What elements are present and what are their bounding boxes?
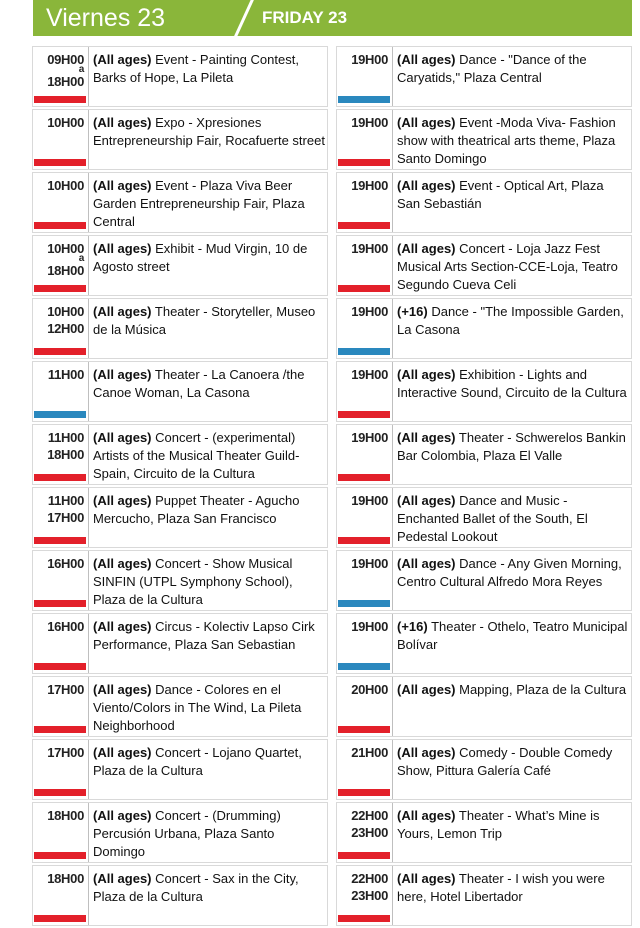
event-description bbox=[89, 236, 327, 295]
event-text: Puppet Theater - Agucho Mercucho, Plaza San Francisco bbox=[93, 493, 300, 526]
event-cell-right bbox=[336, 109, 632, 170]
time-label: 19H00 bbox=[351, 367, 388, 382]
time-range-separator: a bbox=[78, 64, 84, 75]
schedule-row bbox=[32, 235, 632, 298]
header-divider-slash bbox=[229, 0, 259, 36]
time-label: 19H00 bbox=[351, 430, 388, 445]
event-text: Dance - Colores en el Viento/Colors in The Wind, La Pileta Neighborhood bbox=[93, 682, 302, 733]
event-time bbox=[337, 362, 393, 421]
time-label: 18H00 bbox=[47, 74, 84, 89]
event-description bbox=[393, 740, 631, 799]
age-color-bar bbox=[338, 852, 390, 859]
event-time bbox=[33, 236, 89, 295]
event-cell-left bbox=[32, 739, 328, 800]
event-cell-left bbox=[32, 865, 328, 926]
age-color-bar bbox=[338, 474, 390, 481]
event-cell-left bbox=[32, 487, 328, 548]
time-label: 19H00 bbox=[351, 304, 388, 319]
event-text: Mapping, Plaza de la Cultura bbox=[455, 682, 627, 697]
event-text: Expo - Xpresiones Entrepreneurship Fair, Rocafuerte street bbox=[93, 115, 325, 148]
event-cell-right bbox=[336, 550, 632, 611]
age-rating: (All ages) bbox=[93, 682, 152, 697]
age-rating: (All ages) bbox=[93, 745, 152, 760]
age-color-bar bbox=[34, 789, 86, 796]
time-label: 18H00 bbox=[47, 263, 84, 278]
time-label: 19H00 bbox=[351, 493, 388, 508]
schedule-row bbox=[32, 739, 632, 802]
event-text: Circus - Kolectiv Lapso Cirk Performance, Plaza San Sebastian bbox=[93, 619, 315, 652]
time-label: 19H00 bbox=[351, 619, 388, 634]
event-time bbox=[33, 362, 89, 421]
day-header bbox=[33, 0, 632, 36]
age-rating: (All ages) bbox=[397, 808, 456, 823]
age-rating: (All ages) bbox=[397, 493, 456, 508]
event-description bbox=[393, 803, 631, 862]
age-color-bar bbox=[338, 285, 390, 292]
event-time bbox=[337, 236, 393, 295]
age-color-bar bbox=[338, 600, 390, 607]
event-time bbox=[33, 299, 89, 358]
event-text: Event - Optical Art, Plaza San Sebastián bbox=[397, 178, 604, 211]
age-rating: (All ages) bbox=[397, 241, 456, 256]
age-rating: (All ages) bbox=[93, 304, 152, 319]
event-description bbox=[393, 299, 631, 358]
time-label: 23H00 bbox=[351, 825, 388, 840]
time-label: 17H00 bbox=[47, 745, 84, 760]
event-cell-right bbox=[336, 487, 632, 548]
time-label: 19H00 bbox=[351, 556, 388, 571]
event-description bbox=[89, 614, 327, 673]
event-cell-left bbox=[32, 550, 328, 611]
event-time bbox=[337, 677, 393, 736]
event-description bbox=[89, 299, 327, 358]
event-text: Theater - Schwerelos Bankin Bar Colombia, Plaza El Valle bbox=[397, 430, 626, 463]
age-rating: (All ages) bbox=[93, 871, 152, 886]
time-label: 11H00 bbox=[47, 430, 84, 445]
event-text: Theater - Storyteller, Museo de la Música bbox=[93, 304, 316, 337]
event-text: Concert - Lojano Quartet, Plaza de la Cultura bbox=[93, 745, 302, 778]
event-cell-left bbox=[32, 46, 328, 107]
event-description bbox=[393, 110, 631, 169]
event-cell-left bbox=[32, 235, 328, 296]
event-text: Concert - Show Musical SINFIN (UTPL Symphony School), Plaza de la Cultura bbox=[93, 556, 293, 607]
age-rating: (All ages) bbox=[93, 367, 152, 382]
event-text: Event - Painting Contest, Barks of Hope, La Pileta bbox=[93, 52, 299, 85]
schedule-grid bbox=[32, 46, 632, 928]
event-time bbox=[337, 803, 393, 862]
event-description bbox=[89, 488, 327, 547]
age-rating: (All ages) bbox=[93, 430, 152, 445]
event-text: Concert - (experimental) Artists of the Musical Theater Guild-Spain, Circuito de la Cultura bbox=[93, 430, 300, 481]
age-rating: (All ages) bbox=[93, 115, 152, 130]
age-rating: (All ages) bbox=[93, 493, 152, 508]
event-text: Concert - Sax in the City, Plaza de la Cultura bbox=[93, 871, 299, 904]
event-description bbox=[393, 614, 631, 673]
day-title-english: FRIDAY 23 bbox=[262, 8, 348, 27]
time-label: 10H00 bbox=[47, 304, 84, 319]
age-rating: (All ages) bbox=[397, 430, 456, 445]
schedule-row bbox=[32, 424, 632, 487]
day-title-spanish: Viernes 23 bbox=[46, 4, 166, 32]
event-time bbox=[33, 173, 89, 232]
event-cell-left bbox=[32, 109, 328, 170]
event-description bbox=[89, 866, 327, 925]
event-cell-left bbox=[32, 361, 328, 422]
age-rating: (All ages) bbox=[93, 808, 152, 823]
event-time bbox=[33, 551, 89, 610]
time-label: 20H00 bbox=[351, 682, 388, 697]
event-cell-left bbox=[32, 424, 328, 485]
age-color-bar bbox=[34, 600, 86, 607]
age-rating: (+16) bbox=[397, 619, 428, 634]
event-description bbox=[89, 110, 327, 169]
event-time bbox=[33, 47, 89, 106]
event-text: Exhibit - Mud Virgin, 10 de Agosto street bbox=[93, 241, 308, 274]
event-description bbox=[393, 866, 631, 925]
event-description bbox=[89, 425, 327, 484]
event-time bbox=[33, 866, 89, 925]
age-color-bar bbox=[34, 474, 86, 481]
age-color-bar bbox=[34, 915, 86, 922]
age-color-bar bbox=[34, 222, 86, 229]
schedule-row bbox=[32, 46, 632, 109]
event-text: Dance - Any Given Morning, Centro Cultural Alfredo Mora Reyes bbox=[397, 556, 622, 589]
event-cell-right bbox=[336, 46, 632, 107]
age-color-bar bbox=[34, 411, 86, 418]
schedule-row bbox=[32, 676, 632, 739]
schedule-row bbox=[32, 109, 632, 172]
age-color-bar bbox=[34, 537, 86, 544]
schedule-row bbox=[32, 298, 632, 361]
event-description bbox=[393, 236, 631, 295]
time-label: 17H00 bbox=[47, 682, 84, 697]
event-time bbox=[33, 488, 89, 547]
time-label: 10H00 bbox=[47, 241, 84, 256]
event-text: Concert - Loja Jazz Fest Musical Arts Section-CCE-Loja, Teatro Segundo Cueva Celi bbox=[397, 241, 618, 292]
event-description bbox=[393, 425, 631, 484]
schedule-row bbox=[32, 487, 632, 550]
event-text: Event - Plaza Viva Beer Garden Entrepreneurship Fair, Plaza Central bbox=[93, 178, 305, 229]
time-label: 19H00 bbox=[351, 52, 388, 67]
age-color-bar bbox=[338, 789, 390, 796]
event-description bbox=[393, 488, 631, 547]
event-time bbox=[33, 677, 89, 736]
event-time bbox=[337, 173, 393, 232]
time-label: 18H00 bbox=[47, 871, 84, 886]
age-rating: (All ages) bbox=[93, 178, 152, 193]
event-cell-right bbox=[336, 361, 632, 422]
age-rating: (All ages) bbox=[397, 115, 456, 130]
time-label: 19H00 bbox=[351, 178, 388, 193]
age-color-bar bbox=[34, 159, 86, 166]
age-rating: (All ages) bbox=[397, 745, 456, 760]
age-color-bar bbox=[34, 852, 86, 859]
event-time bbox=[337, 110, 393, 169]
event-cell-right bbox=[336, 676, 632, 737]
event-time bbox=[33, 425, 89, 484]
event-time bbox=[33, 803, 89, 862]
time-range-separator: a bbox=[78, 253, 84, 264]
schedule-row bbox=[32, 550, 632, 613]
event-description bbox=[89, 47, 327, 106]
event-description bbox=[393, 677, 631, 736]
event-time bbox=[337, 740, 393, 799]
age-rating: (All ages) bbox=[397, 556, 456, 571]
time-label: 19H00 bbox=[351, 115, 388, 130]
event-text: Theater - Othelo, Teatro Municipal Bolívar bbox=[397, 619, 628, 652]
time-label: 23H00 bbox=[351, 888, 388, 903]
event-time bbox=[337, 614, 393, 673]
age-color-bar bbox=[338, 663, 390, 670]
time-label: 22H00 bbox=[351, 871, 388, 886]
event-cell-right bbox=[336, 613, 632, 674]
age-color-bar bbox=[338, 348, 390, 355]
event-description bbox=[89, 740, 327, 799]
schedule-row bbox=[32, 865, 632, 928]
event-cell-left bbox=[32, 172, 328, 233]
age-rating: (All ages) bbox=[93, 619, 152, 634]
age-rating: (All ages) bbox=[397, 367, 456, 382]
event-time bbox=[337, 551, 393, 610]
age-color-bar bbox=[34, 348, 86, 355]
time-label: 11H00 bbox=[47, 367, 84, 382]
event-description bbox=[89, 362, 327, 421]
age-color-bar bbox=[338, 96, 390, 103]
event-cell-right bbox=[336, 424, 632, 485]
age-rating: (All ages) bbox=[93, 52, 152, 67]
age-rating: (All ages) bbox=[397, 52, 456, 67]
event-description bbox=[393, 551, 631, 610]
age-rating: (All ages) bbox=[397, 682, 456, 697]
age-color-bar bbox=[338, 537, 390, 544]
time-label: 12H00 bbox=[47, 321, 84, 336]
event-time bbox=[337, 425, 393, 484]
time-label: 10H00 bbox=[47, 115, 84, 130]
schedule-row bbox=[32, 361, 632, 424]
event-description bbox=[393, 47, 631, 106]
event-time bbox=[33, 110, 89, 169]
time-label: 19H00 bbox=[351, 241, 388, 256]
age-color-bar bbox=[34, 285, 86, 292]
event-text: Dance - "The Impossible Garden, La Casona bbox=[397, 304, 624, 337]
event-cell-right bbox=[336, 298, 632, 359]
event-time bbox=[337, 866, 393, 925]
age-color-bar bbox=[338, 726, 390, 733]
event-description bbox=[89, 677, 327, 736]
event-cell-right bbox=[336, 235, 632, 296]
event-cell-left bbox=[32, 676, 328, 737]
time-label: 21H00 bbox=[351, 745, 388, 760]
event-cell-left bbox=[32, 613, 328, 674]
schedule-row bbox=[32, 172, 632, 235]
time-label: 10H00 bbox=[47, 178, 84, 193]
time-label: 18H00 bbox=[47, 808, 84, 823]
event-text: Theater - What’s Mine is Yours, Lemon Trip bbox=[397, 808, 600, 841]
age-color-bar bbox=[34, 96, 86, 103]
age-rating: (All ages) bbox=[397, 871, 456, 886]
time-label: 18H00 bbox=[47, 447, 84, 462]
event-text: Exhibition - Lights and Interactive Sound, Circuito de la Cultura bbox=[397, 367, 627, 400]
event-text: Concert - (Drumming) Percusión Urbana, Plaza Santo Domingo bbox=[93, 808, 281, 859]
event-description bbox=[89, 173, 327, 232]
event-description bbox=[393, 362, 631, 421]
time-label: 09H00 bbox=[47, 52, 84, 67]
event-text: Theater - La Canoera /the Canoe Woman, La Casona bbox=[93, 367, 305, 400]
event-text: Theater - I wish you were here, Hotel Libertador bbox=[397, 871, 605, 904]
event-time bbox=[33, 614, 89, 673]
event-cell-right bbox=[336, 739, 632, 800]
age-color-bar bbox=[338, 159, 390, 166]
time-label: 17H00 bbox=[47, 510, 84, 525]
event-time bbox=[33, 740, 89, 799]
time-label: 16H00 bbox=[47, 619, 84, 634]
age-rating: (All ages) bbox=[93, 241, 152, 256]
event-cell-right bbox=[336, 172, 632, 233]
event-cell-left bbox=[32, 298, 328, 359]
schedule-row bbox=[32, 802, 632, 865]
event-time bbox=[337, 47, 393, 106]
age-color-bar bbox=[34, 726, 86, 733]
event-text: Event -Moda Viva- Fashion show with theatrical arts theme, Plaza Santo Domingo bbox=[397, 115, 616, 166]
event-text: Comedy - Double Comedy Show, Pittura Galería Café bbox=[397, 745, 613, 778]
age-rating: (All ages) bbox=[397, 178, 456, 193]
age-color-bar bbox=[338, 411, 390, 418]
event-time bbox=[337, 488, 393, 547]
event-description bbox=[89, 551, 327, 610]
event-text: Dance - "Dance of the Caryatids," Plaza Central bbox=[397, 52, 587, 85]
event-cell-left bbox=[32, 802, 328, 863]
event-description bbox=[89, 803, 327, 862]
age-color-bar bbox=[338, 915, 390, 922]
event-description bbox=[393, 173, 631, 232]
time-label: 11H00 bbox=[47, 493, 84, 508]
event-cell-right bbox=[336, 802, 632, 863]
age-color-bar bbox=[34, 663, 86, 670]
age-rating: (+16) bbox=[397, 304, 428, 319]
time-label: 22H00 bbox=[351, 808, 388, 823]
event-time bbox=[337, 299, 393, 358]
event-text: Dance and Music - Enchanted Ballet of the South, El Pedestal Lookout bbox=[397, 493, 588, 544]
schedule-row bbox=[32, 613, 632, 676]
event-cell-right bbox=[336, 865, 632, 926]
age-color-bar bbox=[338, 222, 390, 229]
age-rating: (All ages) bbox=[93, 556, 152, 571]
time-label: 16H00 bbox=[47, 556, 84, 571]
